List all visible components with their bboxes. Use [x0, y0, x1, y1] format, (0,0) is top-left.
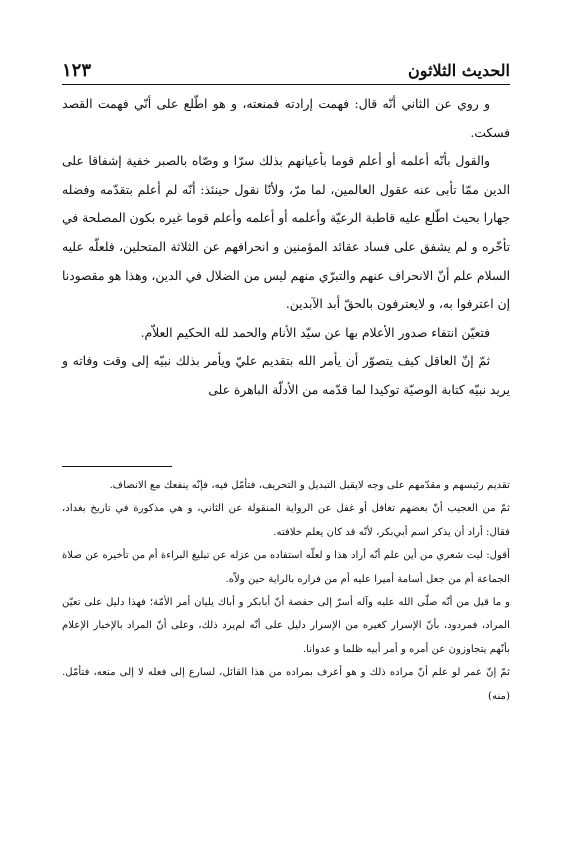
body-paragraph: و روي عن الثاني أنّه قال: فهمت إرادته فمنعته، و هو اطّلع على أنّي فهمت القصد فسكت.: [62, 97, 510, 140]
body-paragraph: والقول بأنّه أعلمه أو أعلم قوما بأعيانهم بذلك سرّا و وصّاه بالصبر خفية إشفاقا على الدين ممّا تأبى عنه عقول العالمين، لما مرّ، ولأنّا نقول حينئذ: أنّه لم أعلم بتقدّمه وفضله جهارا بحيث اطّلع عليه قاطبة الرعيّة وأعلمه أو أعلمه وأعلم قوما غيره بكون المصلحة في تأخّره و لم يشفق على فساد عقائد المؤمنين و انحرافهم عن الثلاثة المتحلين، فلعلّه عليه السلام علم أنّ الانحراف عنهم والتبرّي منهم ليس من الضلال في الدين، وهذا هو مقصودنا إن اعترفوا به، و لايعترفون بالحقّ أبد الآبدين.: [62, 154, 510, 312]
page-header: [62, 48, 510, 85]
page-number: ١٢٣: [62, 60, 92, 81]
body-paragraph: فتعيّن انتفاء صدور الأعلام بها عن سيّد الأنام والحمد لله الحكيم العلاّم.: [140, 325, 490, 340]
footnote-paragraph: ثمّ من العجيب أنّ بعضهم تغافل أو غفل عن الرواية المنقولة عن الثاني، و هي مذكورة في تاريخ بغداد، فقال: أراد أن يذكر اسم أبي‌بكر، لأنّه قد كان يعلم خلافته.: [62, 503, 510, 538]
body-paragraph: ثمّ إنّ العاقل كيف يتصوّر أن يأمر الله بتقديم عليّ ويأمر بذلك نبيّه إلى وقت وفاته و يريد نبيّه كتابة الوصيّة توكيدا لما قدّمه من الأدلّة الباهرة على: [62, 354, 510, 397]
main-text: [62, 90, 510, 405]
running-title: الحديث الثلاثون: [408, 61, 510, 80]
footnotes: [62, 474, 510, 708]
footnote-paragraph: تقديم رئيسهم و مقدّمهم على وجه لايقبل التبديل و التحريف، فتأمّل فيه، فإنّه ينفعك مع الانصاف.: [109, 480, 510, 491]
footnote-separator: [62, 466, 172, 467]
footnote-paragraph: أقول: ليت شعري من أين علم أنّه أراد هذا و لعلّه استفاده من عزله عن تبليغ البراءة أم من تأخيره عن صلاة الجماعة أم من جعل أسامة أميرا عليه أم من فراره بالراية حين ولاّه.: [62, 550, 510, 585]
footnote-paragraph: ثمّ إنّ عمر لو علم أنّ مراده ذلك و هو أعرف بمراده من هذا القائل، لسارع إلى فعله لا إلى منعه، فتأمّل. (منه): [62, 667, 510, 702]
footnote-paragraph: و ما قيل من أنّه صلّى الله عليه وآله أسرّ إلى حفصة أنّ أبابكر و أباك يليان أمر الأمّة؛ فهذا دليل على تعيّن المراد، فمردود، بأنّ الإسرار كغيره من الإسرار دليل على أنّه لم‌يرد ذلك، وعلى أنّ المراد بالإخبار الإعلام بأنّهم يتجاوزون عن أمره و أمر أبيه ظلما و عدوانا.: [62, 597, 510, 655]
